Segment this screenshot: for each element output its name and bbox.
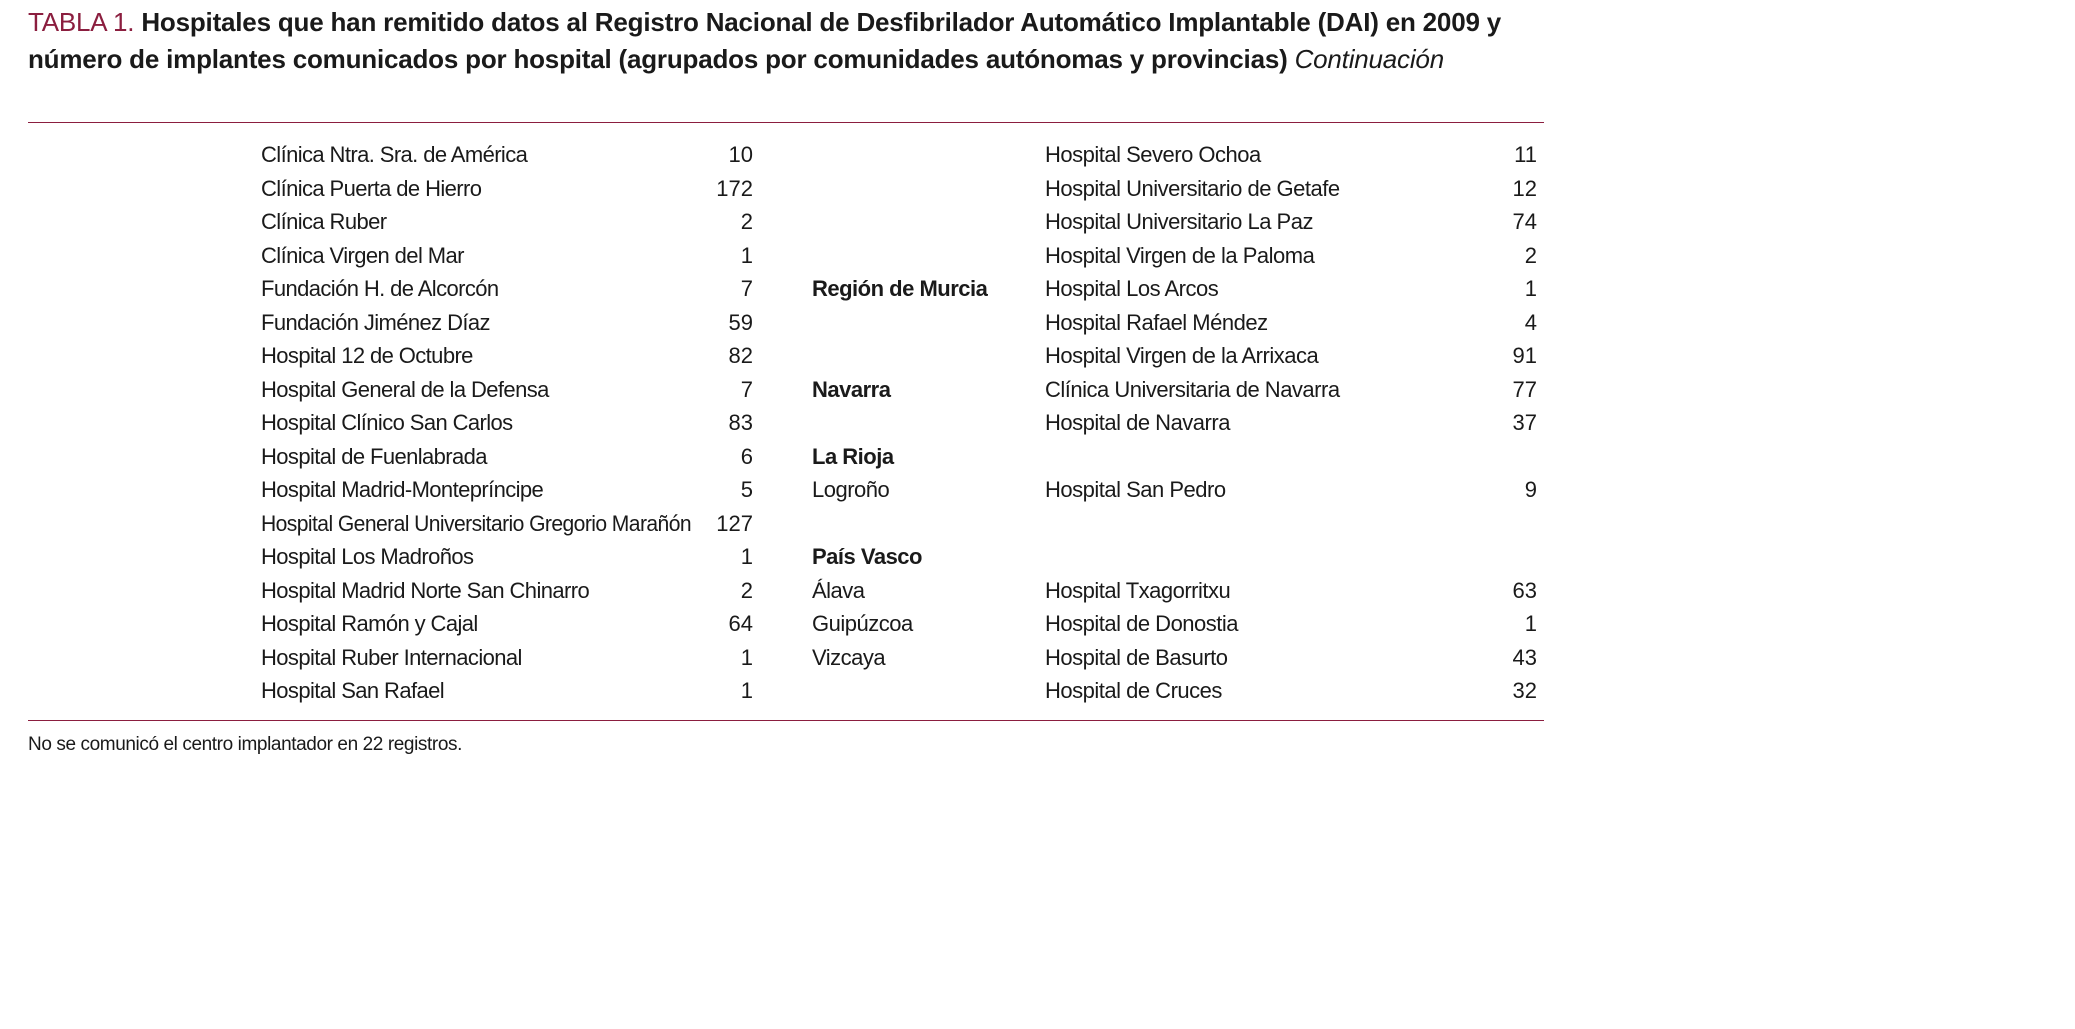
implant-count: 91 [1512,343,1537,368]
implant-count: 1 [1524,611,1537,636]
table-row [261,339,753,373]
region-name: Región de Murcia [812,276,988,301]
implant-count: 32 [1512,678,1537,703]
hospital-name: Hospital Virgen de la Arrixaca [1045,343,1319,368]
table-row [261,272,753,306]
table-row [261,406,753,440]
implant-count: 83 [728,410,753,435]
implant-count: 7 [740,276,753,301]
implant-count: 77 [1512,376,1537,402]
implant-count: 12 [1512,175,1537,201]
table-row [261,138,753,172]
table-title: Hospitales que han remitido datos al Registro Nacional de Desfibrilador Automático Implantable (DAI) en 2009 y número de implantes comunicados por hospital (agrupados por comunidades autónomas y provincias) [28,7,1502,74]
table-row [812,406,1537,440]
implant-count: 7 [740,376,753,402]
implant-count: 59 [728,309,753,335]
implant-count: 43 [1512,644,1537,670]
implant-count: 1 [740,242,753,268]
table-row [261,239,753,273]
hospital-name: Clínica Ntra. Sra. de América [261,142,528,167]
region-name: La Rioja [812,443,894,469]
table-row [812,607,1537,641]
implant-count: 1 [740,644,753,670]
implant-count: 63 [1512,577,1537,603]
table-row [812,205,1537,239]
table-row [812,272,1537,306]
region-name: Navarra [812,376,891,402]
hospital-name: Hospital Severo Ochoa [1045,142,1261,167]
hospital-name: Hospital Txagorritxu [1045,577,1231,603]
implant-count: 9 [1524,477,1537,502]
table-row [261,540,753,574]
hospital-name: Hospital Madrid-Montepríncipe [261,477,544,502]
hospital-name: Hospital Universitario de Getafe [1045,175,1340,201]
hospital-name: Clínica Virgen del Mar [261,242,464,268]
implant-count: 11 [1514,142,1537,167]
implant-count: 5 [740,477,753,502]
hospital-name: Clínica Puerta de Hierro [261,175,482,201]
implant-count: 2 [1524,242,1537,268]
table-row [261,674,753,708]
table-row [812,540,1537,574]
implant-count: 2 [740,577,753,603]
table-row [812,641,1537,675]
implant-count: 4 [1524,309,1537,335]
province-name: Vizcaya [812,644,886,670]
table-row [261,473,753,507]
left-column [261,138,753,708]
hospital-name: Clínica Universitaria de Navarra [1045,376,1340,402]
table-footnote: No se comunicó el centro implantador en 22 registros. [28,734,462,755]
implant-count: 6 [740,443,753,469]
implant-count: 1 [1524,276,1537,301]
implant-count: 37 [1512,410,1537,435]
hospital-name: Hospital San Pedro [1045,477,1226,502]
implant-count: 2 [740,209,753,234]
province-name: Álava [812,577,865,603]
province-name: Logroño [812,477,890,502]
table-row [812,473,1537,507]
table-row [812,674,1537,708]
table-row [261,172,753,206]
hospital-name: Hospital Virgen de la Paloma [1045,242,1315,268]
region-name: País Vasco [812,544,922,569]
bottom-rule [28,720,1544,721]
hospital-name: Hospital General de la Defensa [261,376,549,402]
hospital-name: Hospital de Cruces [1045,678,1222,703]
table-row [812,172,1537,206]
table-row [261,373,753,407]
implant-count: 127 [716,510,753,536]
hospital-name: Hospital Madrid Norte San Chinarro [261,577,590,603]
hospital-name: Hospital de Basurto [1045,644,1228,670]
table-label: TABLA 1. [28,7,135,37]
table-row [261,205,753,239]
hospital-name: Hospital de Navarra [1045,410,1230,435]
implant-count: 172 [716,175,753,201]
table-row [812,138,1537,172]
table-row [261,574,753,608]
province-name: Guipúzcoa [812,611,913,636]
implant-count: 1 [740,678,753,703]
hospital-name: Hospital Ramón y Cajal [261,611,478,636]
table-row [261,440,753,474]
table-row [812,339,1537,373]
implant-count: 64 [728,611,753,636]
table-row [261,641,753,675]
hospital-name: Fundación Jiménez Díaz [261,309,490,335]
hospital-name: Hospital de Donostia [1045,611,1239,636]
implant-count: 10 [728,142,753,167]
right-column [812,138,1537,708]
table-row [812,574,1537,608]
table-caption [28,4,1548,78]
hospital-name: Clínica Ruber [261,209,387,234]
table-row [812,373,1537,407]
hospital-name: Fundación H. de Alcorcón [261,276,499,301]
implant-count: 82 [728,343,753,368]
table-row [812,306,1537,340]
hospital-name: Hospital San Rafael [261,678,445,703]
hospital-name: Hospital 12 de Octubre [261,343,473,368]
hospital-name: Hospital Universitario La Paz [1045,209,1313,234]
hospital-name: Hospital General Universitario Gregorio Marañón [261,510,691,536]
hospital-name: Hospital Rafael Méndez [1045,309,1268,335]
hospital-name: Hospital Clínico San Carlos [261,410,513,435]
table-row [812,239,1537,273]
hospital-name: Hospital Los Madroños [261,544,474,569]
hospital-name: Hospital de Fuenlabrada [261,443,487,469]
table-row [812,507,1537,541]
table-row [261,507,753,541]
table-row [261,607,753,641]
table-row [812,440,1537,474]
table-row [261,306,753,340]
top-rule [28,122,1544,123]
table-continuation: Continuación [1294,44,1444,74]
implant-count: 74 [1512,209,1537,234]
hospital-name: Hospital Los Arcos [1045,276,1219,301]
implant-count: 1 [740,544,753,569]
hospital-name: Hospital Ruber Internacional [261,644,522,670]
